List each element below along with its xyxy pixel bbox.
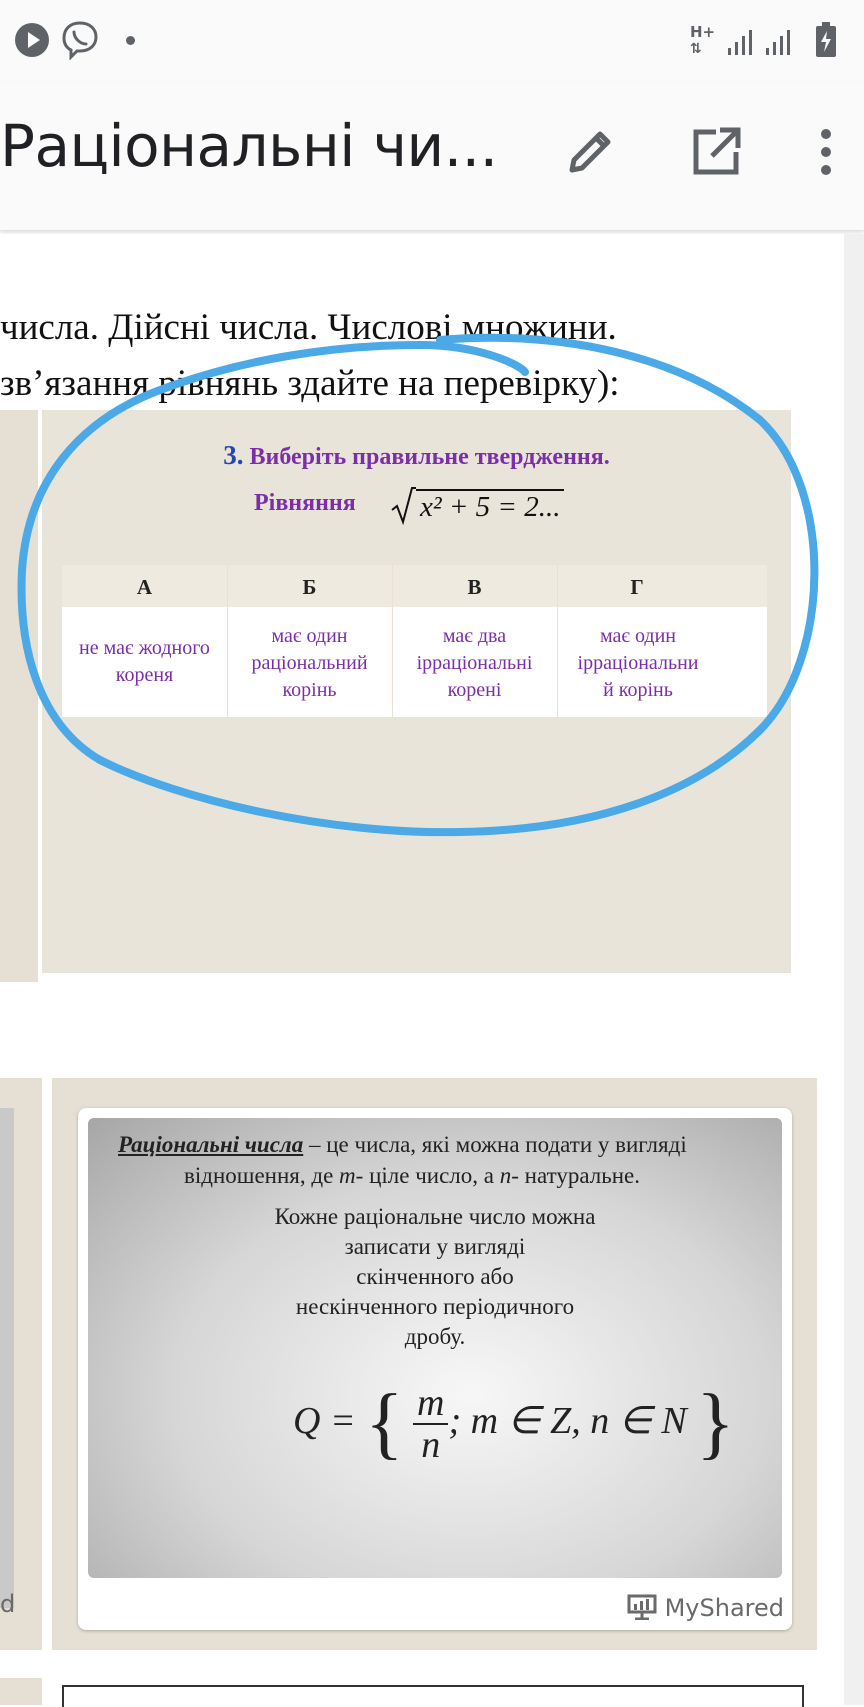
presentation-icon xyxy=(627,1594,657,1620)
slide-edge-inner xyxy=(0,1108,14,1608)
left-brace-icon: { xyxy=(365,1379,404,1467)
text-line-2: зв’язання рівнянь здайте на перевірку): xyxy=(0,363,620,404)
answer-v-line: корені xyxy=(447,679,502,701)
header-v: В xyxy=(467,575,482,599)
answer-g-line: має один xyxy=(600,625,676,647)
formula-left: Q = xyxy=(293,1400,356,1442)
fraction-numerator: m xyxy=(413,1383,448,1425)
answer-b-line: має один xyxy=(271,625,348,647)
definition-line-1 xyxy=(118,1132,687,1158)
para-line: Кожне раціональне число можна xyxy=(274,1204,596,1229)
network-hplus-icon: H+ ⇅ xyxy=(690,23,716,57)
slide-edge-left xyxy=(0,1078,42,1650)
watermark-text: MyShared xyxy=(664,1594,784,1622)
formula-right: ; m ∈ Z, n ∈ N xyxy=(448,1400,687,1442)
definition-term: Раціональні числа xyxy=(118,1132,304,1157)
header-b: Б xyxy=(302,575,317,599)
definition-part: - натуральне. xyxy=(511,1163,640,1188)
answer-a-line: кореня xyxy=(115,664,174,686)
n-variable: n xyxy=(499,1163,512,1188)
answer-b-line: корінь xyxy=(282,679,337,701)
answer-v-line: має два xyxy=(442,625,507,647)
fraction xyxy=(413,1383,448,1465)
slide-edge-left xyxy=(0,1678,42,1705)
definition-part: - ціле число, а xyxy=(355,1163,500,1188)
para-line: записати у вигляді xyxy=(344,1234,526,1259)
equation-body: x² + 5 = 2... xyxy=(416,489,564,523)
definition-part: відношення, де xyxy=(184,1163,340,1188)
answer-g-line: ірраціональни xyxy=(577,652,699,674)
para-line: дробу. xyxy=(404,1324,466,1349)
answer-v-line: ірраціональні xyxy=(416,652,533,674)
fraction-denominator: n xyxy=(421,1424,441,1467)
m-variable: m xyxy=(339,1163,356,1188)
answer-a-line: не має жодного xyxy=(79,637,210,659)
text-line-1: числа. Дійсні числа. Числові множини. xyxy=(0,307,617,348)
definition-rest: – це числа, які можна подати у вигляді xyxy=(303,1132,687,1157)
slide-content xyxy=(88,1118,782,1578)
right-brace-icon: } xyxy=(696,1379,735,1467)
edge-fragment: d xyxy=(0,1590,16,1618)
question-number: 3. xyxy=(223,440,244,470)
slide-definition xyxy=(52,1078,817,1650)
rational-set-formula xyxy=(293,1378,735,1469)
header-g: Г xyxy=(630,575,644,599)
question-text: Виберіть правильне твердження. xyxy=(243,444,610,470)
document-title: Раціональні чи... xyxy=(0,112,498,180)
header-a: А xyxy=(136,575,153,599)
definition-line-2 xyxy=(184,1163,640,1189)
answer-b-line: раціональний xyxy=(251,652,368,674)
para-line: нескінченного періодичного xyxy=(295,1294,575,1319)
equation-label: Рівняння xyxy=(254,490,356,516)
slide-card xyxy=(78,1108,792,1630)
next-slide-frame xyxy=(62,1685,804,1707)
myshared-watermark xyxy=(627,1594,784,1622)
answer-g-line: й корінь xyxy=(603,679,673,701)
para-line: скінченного або xyxy=(356,1264,514,1289)
network-label: H+ xyxy=(690,23,716,41)
